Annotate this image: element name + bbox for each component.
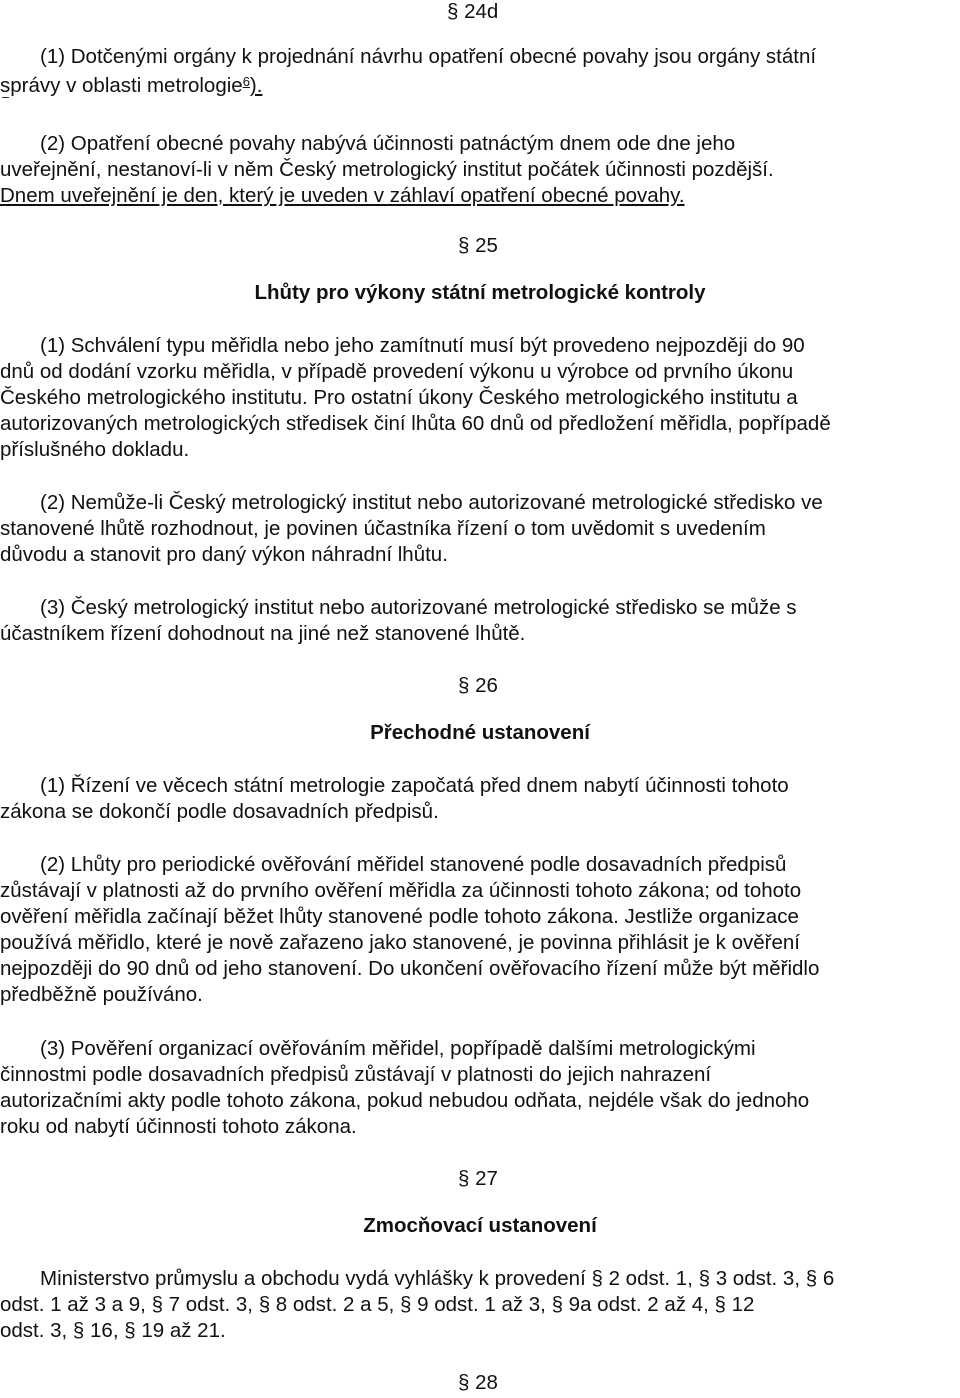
para-24d-1-line-1: (1) Dotčenými orgány k projednání návrhu opatření obecné povahy jsou orgány státní [40,45,817,68]
para-25-3-line-1: (3) Český metrologický institut nebo autorizované metrologické středisko se může s [40,596,797,619]
section-28-heading: § 28 [458,1371,498,1394]
para-25-1-line-5: příslušného dokladu. [0,438,190,461]
para-24d-2-line-1: (2) Opatření obecné povahy nabývá účinnosti patnáctým dnem ode dne jeho [40,132,736,155]
para-24d-2-line-2: uveřejnění, nestanoví-li v něm Český metrologický institut počátek účinnosti pozdější. [0,158,774,181]
para-26-3-line-3: autorizačními akty podle tohoto zákona, pokud nebudou odňata, nejdéle však do jednoho [0,1089,810,1112]
para-26-2-line-3: ověření měřidla začínají běžet lhůty stanovené podle tohoto zákona. Jestliže organizace [0,905,799,928]
section-27-heading: § 27 [458,1167,498,1190]
para-27-line-2: odst. 1 až 3 a 9, § 7 odst. 3, § 8 odst. 2 a 5, § 9 odst. 1 až 3, § 9a odst. 2 až 4, § 12 [0,1293,755,1316]
para-27-line-1: Ministerstvo průmyslu a obchodu vydá vyhlášky k provedení § 2 odst. 1, § 3 odst. 3, § 6 [40,1267,835,1290]
section-25-heading: § 25 [458,234,498,257]
section-27-title: Zmocňovací ustanovení [363,1214,597,1237]
para-25-1-line-4: autorizovaných metrologických středisek činí lhůta 60 dnů od předložení měřidla, popřípadě [0,412,831,435]
section-26-heading: § 26 [458,674,498,697]
para-25-2-line-3: důvodu a stanovit pro daný výkon náhradní lhůtu. [0,543,448,566]
para-24d-1-line-2 [0,73,262,99]
para-26-1-line-1: (1) Řízení ve věcech státní metrologie započatá před dnem nabytí účinnosti tohoto [40,774,789,797]
para-25-1-line-2: dnů od dodání vzorku měřidla, v případě provedení výkonu u výrobce od prvního úkonu [0,360,794,383]
section-26-title: Přechodné ustanovení [370,721,590,744]
para-26-3-line-4: roku od nabytí účinnosti tohoto zákona. [0,1115,357,1138]
footnote-ref-6[interactable]: 6 [242,74,250,89]
para-24d-1-text: správy v oblasti metrologie [0,74,243,97]
para-26-3-line-1: (3) Pověření organizací ověřováním měřidel, popřípadě dalšími metrologickými [40,1037,756,1060]
para-24d-2-line-3: Dnem uveřejnění je den, který je uveden v záhlaví opatření obecné povahy. [0,184,685,207]
para-25-3-line-2: účastníkem řízení dohodnout na jiné než stanovené lhůtě. [0,622,526,645]
para-26-2-line-2: zůstávají v platnosti až do prvního ověření měřidla za účinnosti tohoto zákona; od tohoto [0,879,802,902]
para-24d-1-end: ). [249,74,263,97]
section-25-title: Lhůty pro výkony státní metrologické kontroly [254,281,706,304]
para-26-3-line-2: činnostmi podle dosavadních předpisů zůstávají v platnosti do jejich nahrazení [0,1063,712,1086]
para-26-2-line-5: nejpozději do 90 dnů od jeho stanovení. Do ukončení ověřovacího řízení může být měřidlo [0,957,820,980]
para-25-1-line-1: (1) Schválení typu měřidla nebo jeho zamítnutí musí být provedeno nejpozději do 90 [40,334,805,357]
para-26-2-line-1: (2) Lhůty pro periodické ověřování měřidel stanovené podle dosavadních předpisů [40,853,787,876]
para-26-2-line-6: předběžně používáno. [0,983,203,1006]
para-25-1-line-3: Českého metrologického institutu. Pro ostatní úkony Českého metrologického institutu a [0,386,798,409]
section-24d-heading: § 24d [447,0,499,23]
para-25-2-line-1: (2) Nemůže-li Český metrologický institut nebo autorizované metrologické středisko ve [40,491,823,514]
para-25-2-line-2: stanovené lhůtě rozhodnout, je povinen účastníka řízení o tom uvědomit s uvedením [0,517,766,540]
para-26-2-line-4: používá měřidlo, které je nově zařazeno jako stanovené, je povinna přihlásit je k ověření [0,931,800,954]
para-27-line-3: odst. 3, § 16, § 19 až 21. [0,1319,226,1342]
para-26-1-line-2: zákona se dokončí podle dosavadních předpisů. [0,800,439,823]
revision-mark [2,97,9,98]
